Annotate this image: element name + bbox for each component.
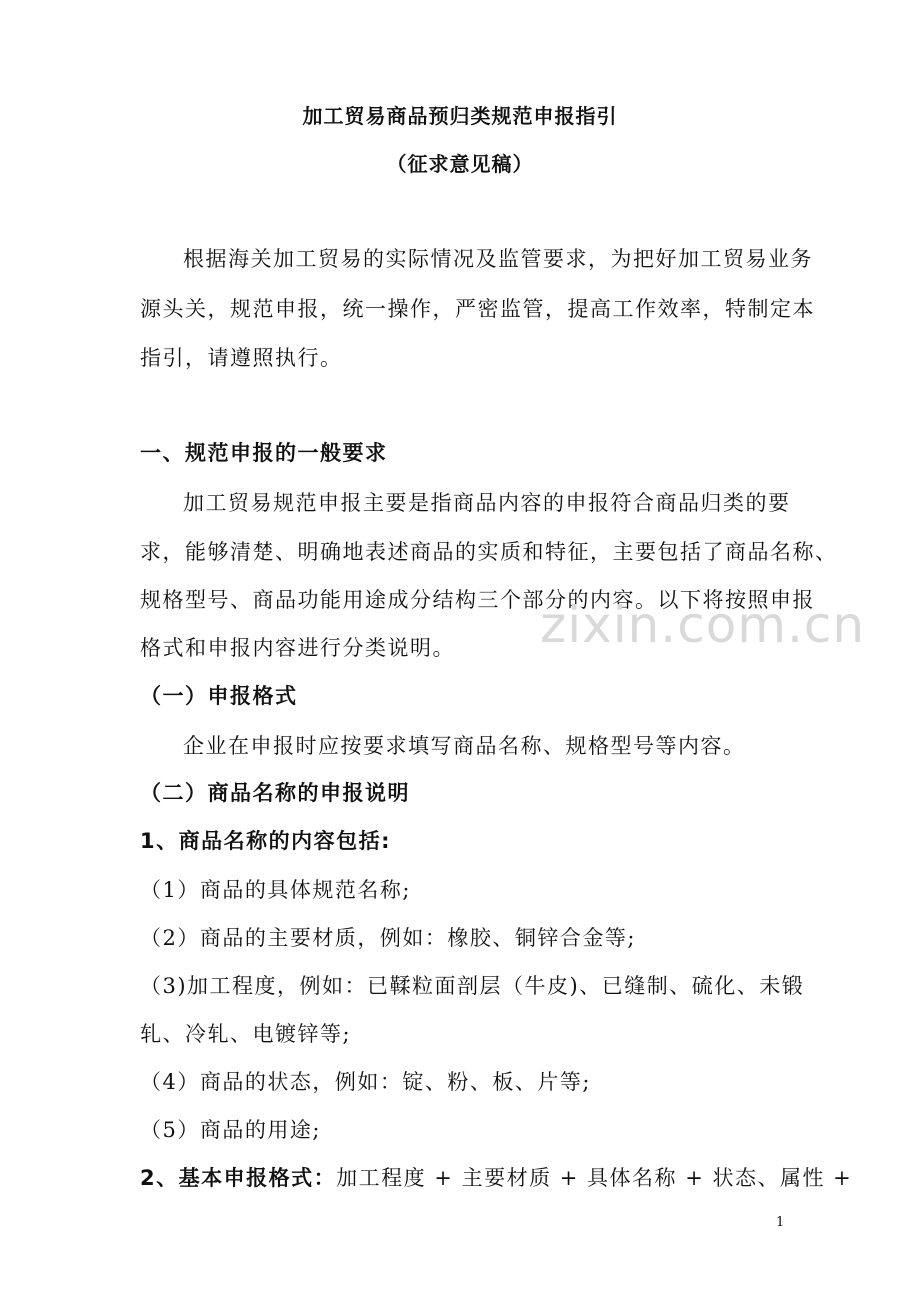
document-subtitle: （征求意见稿）: [386, 152, 534, 176]
section-1-line-3: 规格型号、商品功能用途成分结构三个部分的内容。以下将按照申报: [140, 588, 815, 612]
subsection-2-heading: （二）商品名称的申报说明: [140, 781, 410, 805]
list-item-1: （1）商品的具体规范名称;: [140, 878, 411, 902]
item-2-label: 2、基本申报格式：: [140, 1166, 337, 1190]
list-item-3: （3)加工程度，例如：已鞣粒面剖层（牛皮)、已缝制、硫化、未锻: [140, 974, 805, 998]
document-title: 加工贸易商品预归类规范申报指引: [302, 104, 618, 128]
item-2-text: 加工程度 + 主要材质 + 具体名称 + 状态、属性 +: [336, 1166, 853, 1190]
intro-line-1: 根据海关加工贸易的实际情况及监管要求，为把好加工贸易业务: [183, 247, 813, 271]
list-item-5: （5）商品的用途;: [140, 1118, 321, 1142]
section-1-line-2: 求，能够清楚、明确地表述商品的实质和特征，主要包括了商品名称、: [140, 540, 838, 564]
section-1-heading: 一、规范申报的一般要求: [140, 441, 388, 465]
page-number: 1: [776, 1215, 785, 1230]
item-2-line: [140, 1162, 852, 1192]
subsection-1-text: 企业在申报时应按要求填写商品名称、规格型号等内容。: [183, 734, 746, 758]
section-1-line-1: 加工贸易规范申报主要是指商品内容的申报符合商品归类的要: [183, 491, 791, 515]
intro-line-3: 指引，请遵照执行。: [140, 346, 343, 370]
intro-line-2: 源头关，规范申报，统一操作，严密监管，提高工作效率，特制定本: [140, 297, 815, 321]
list-item-2: （2）商品的主要材质，例如：橡胶、铜锌合金等;: [140, 926, 636, 950]
list-item-3-continued: 轧、冷轧、电镀锌等;: [140, 1022, 352, 1046]
watermark: zixin.com.cn: [540, 596, 866, 654]
section-1-line-4: 格式和申报内容进行分类说明。: [140, 636, 455, 660]
item-1-heading: 1、商品名称的内容包括:: [140, 829, 392, 853]
subsection-1-heading: （一）申报格式: [140, 684, 298, 708]
list-item-4: （4）商品的状态，例如：锭、粉、板、片等;: [140, 1070, 591, 1094]
